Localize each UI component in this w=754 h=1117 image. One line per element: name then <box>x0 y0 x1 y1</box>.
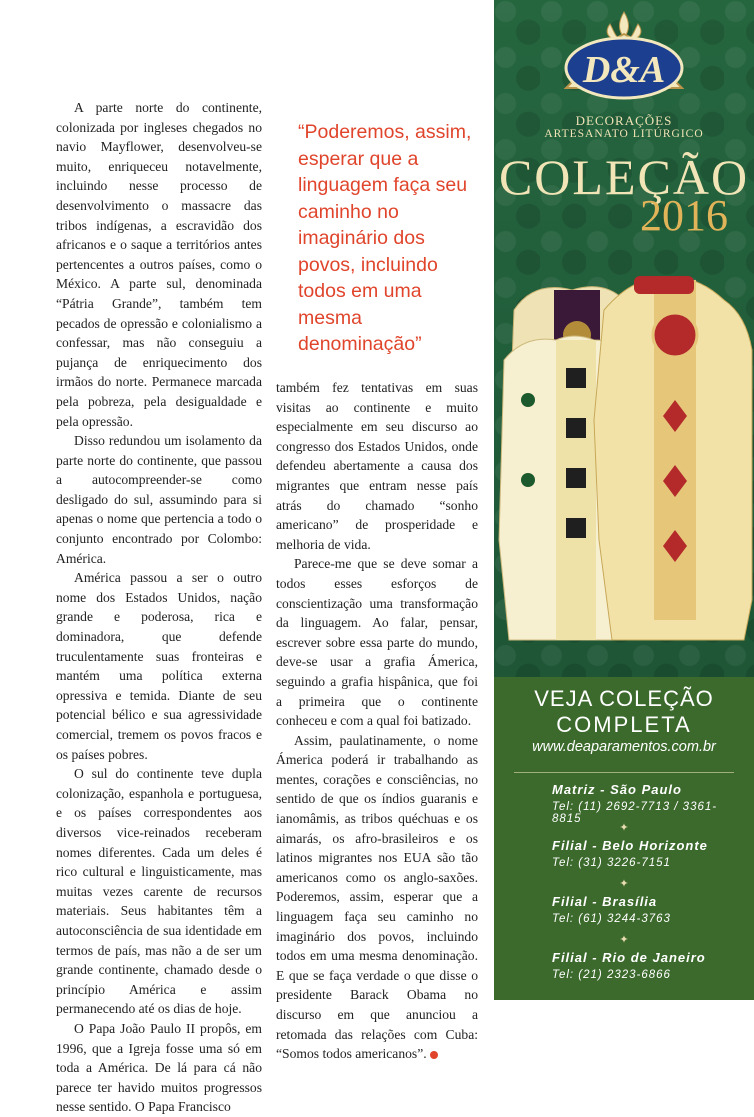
website-link[interactable]: www.deaparamentos.com.br <box>532 739 716 755</box>
vestments-image <box>494 240 754 680</box>
branch-name: Matriz - São Paulo <box>552 782 682 797</box>
paragraph-text: A parte norte do continente, colonizada por ingleses chegados no navio Mayflower, desenvolveu-se muito, enriqueceu notavelmente, incluindo nesse processo de desenvolvimento o massacre das tribos indígenas, a escravidão dos africanos e o saque a territórios antes pertencentes a outros países, como o México. A parte sul, denominada “Pátria Grande”, também tem pecados de opressão e colonialismo a confessar, mas não conseguiu a pujança de enriquecimento dos irmãos do norte. Permanece marcada pela pobreza, pela desigualdade e pela opressão. <box>56 100 262 429</box>
ornament-icon: ✦ <box>619 822 629 834</box>
divider <box>514 772 734 773</box>
branch-phone: Tel: (11) 2692-7713 / 3361-8815 <box>552 801 718 825</box>
cta-subtitle: COMPLETA <box>556 712 692 737</box>
logo-text: D&A <box>582 49 666 91</box>
branch-phone: Tel: (21) 2323-6866 <box>552 969 671 981</box>
brand-tagline: ARTESANATO LITÚRGICO <box>544 128 704 140</box>
paragraph: América passou a ser o outro nome dos Estados Unidos, nação grande e poderosa, rica e dominadora, que defende truculentamente suas fronteiras e mantém uma política externa opressiva e temida. Diante de seu potencial bélico e sua agressividade comercial, tremem os povos fracos e os países pobres. <box>56 570 262 762</box>
branch-phone: Tel: (31) 3226-7151 <box>552 857 671 869</box>
branch-name: Filial - Belo Horizonte <box>552 838 708 853</box>
paragraph: Parece-me que se deve somar a todos esses esforços de conscientização uma transformação da linguagem. Ao falar, pensar, escrever sobre essa parte do mundo, deve-se usar a grafia Ámerica, seguindo a grafia hispânica, que foi a primeira que o continente conheceu e com a qual foi batizado. <box>276 556 478 729</box>
pull-quote: “Poderemos, assim, esperar que a linguagem faça seu caminho no imaginário dos povos, incluindo todos em uma mesma denominação” <box>298 121 472 355</box>
brand-logo <box>534 10 714 110</box>
end-mark-icon <box>430 1051 438 1059</box>
collection-title: COLEÇÃO <box>498 149 750 205</box>
brand-name: DECORAÇÕES <box>575 113 673 128</box>
paragraph: O sul do continente teve dupla colonização, espanhola e portuguesa, e os países correspondentes aos diversos vice-reinados receberam nomes diferentes. Cada um deles é rico cultural e linguisticamente, mas muitas vezes carente de recursos materiais. Seus habitantes têm a autoconsciência de sua identidade em termos de país, mas não a de ser um grande continente, chamado desde o princípio América e assim permanecendo até os dias de hoje. <box>56 766 262 1017</box>
branch-name: Filial - Brasília <box>552 894 658 909</box>
branch-name: Filial - Rio de Janeiro <box>552 950 706 965</box>
branch-info <box>552 894 742 925</box>
paragraph <box>276 731 478 1064</box>
branch-phone: Tel: (61) 3244-3763 <box>552 913 671 925</box>
paragraph: O Papa João Paulo II propôs, em 1996, que a Igreja fosse uma só em toda a América. De lá para cá não parece ter havido muitos progressos nesse sentido. O Papa Francisco <box>56 1020 262 1115</box>
collection-year: 2016 <box>640 191 728 240</box>
paragraph: Disso redundou um isolamento da parte norte do continente, que passou a autocompreender-se como desligado do sul, assumindo para si apenas o nome que pertencia a todo o conjunto encontrado por Colombo: América. <box>56 433 262 566</box>
ornament-icon: ✦ <box>619 878 629 890</box>
ornament-icon: ✦ <box>619 934 629 946</box>
paragraph: também fez tentativas em suas visitas ao continente e muito especialmente em seu discurso ao congresso dos Estados Unidos, onde defendeu abertamente a causa dos migrantes que entram nesse país atrás do chamado “sonho americano” de prosperidade e melhoria de vida. <box>276 380 478 552</box>
paragraph <box>56 98 262 431</box>
paragraph-text: Assim, paulatinamente, o nome Ámerica poderá ir trabalhando as mentes, corações e consciências, no sentido de que os índios guaranis e ianomâmis, as tribos quéchuas e os aimarás, os afro-brasileiros e os latinos migrantes nos EUA são tão americanos como os anglo-saxões. Poderemos, assim, esperar que a linguagem faça seu caminho no imaginário dos povos, incluindo todos em uma mesma denominação. E que se faça verdade o que disse o presidente Barack Obama no discurso em que anunciou a retomada das relações com Cuba: “Somos todos americanos”. <box>276 732 478 1062</box>
branch-info <box>552 782 742 825</box>
advertisement[interactable] <box>494 0 754 1000</box>
branch-info <box>552 838 742 869</box>
article-column-1 <box>56 98 262 1117</box>
cta-title: VEJA COLEÇÃO <box>534 686 714 711</box>
article-column-2 <box>276 378 478 1064</box>
branch-info <box>552 950 742 981</box>
